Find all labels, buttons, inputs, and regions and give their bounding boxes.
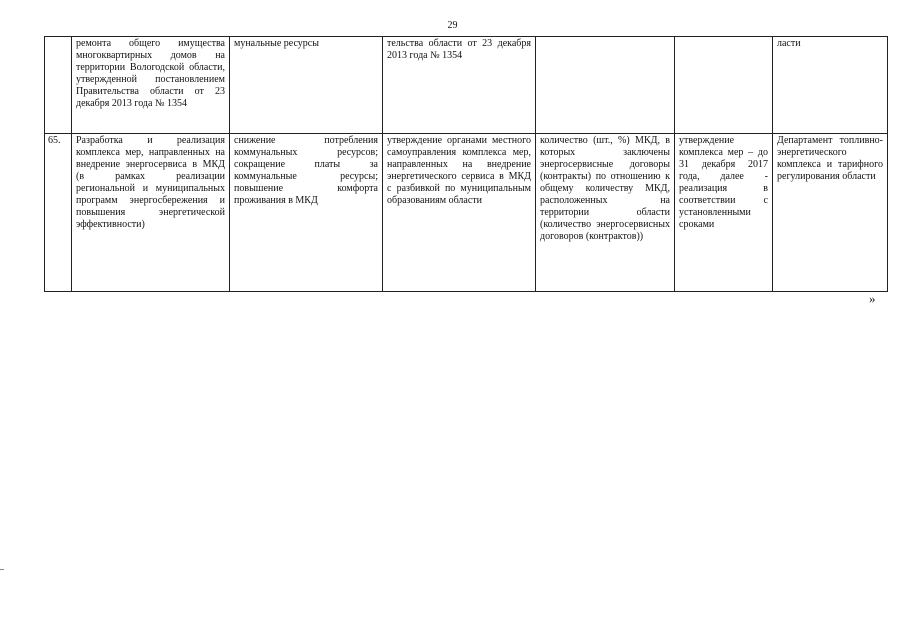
- measure-name-cell: ремонта общего имущества многоквартирных домов на территории Вологодской области, утвержденной постановлением Правительства области от 23 декабря 2013 года № 1354: [72, 37, 230, 134]
- expected-result-cell: снижение потребления коммунальных ресурсов; сокращение платы за коммунальные ресурсы; повышение комфорта проживания в МКД: [230, 134, 383, 292]
- row-number: 65.: [45, 134, 72, 292]
- page-number: 29: [447, 20, 458, 31]
- scan-edge-mark: [0, 569, 4, 570]
- table-row: [45, 134, 888, 292]
- deadline-cell: утверждение комплекса мер – до 31 декабря 2017 года, далее - реализация в соответствии с установленными сроками: [675, 134, 773, 292]
- indicator-cell: тельства области от 23 декабря 2013 года № 1354: [383, 37, 536, 134]
- responsible-cell: Департамент топливно-энергетического комплекса и тарифного регулирования области: [773, 134, 888, 292]
- metric-cell: [536, 37, 675, 134]
- metric-cell: количество (шт., %) МКД, в которых заключены энергосервисные договоры (контракты) по отношению к общему количеству МКД, расположенных на территории области (количество энергосервисных договоров (контрактов)): [536, 134, 675, 292]
- table-row: [45, 37, 888, 134]
- measure-name-cell: Разработка и реализация комплекса мер, направленных на внедрение энергосервиса в МКД (в рамках реализации региональной и муниципальных программ энергосбережения и повышения энергетической эффективности): [72, 134, 230, 292]
- closing-quote-mark: »: [869, 291, 876, 306]
- measures-table: [44, 36, 888, 292]
- deadline-cell: [675, 37, 773, 134]
- expected-result-cell: мунальные ресурсы: [230, 37, 383, 134]
- responsible-cell: ласти: [773, 37, 888, 134]
- row-number: [45, 37, 72, 134]
- indicator-cell: утверждение органами местного самоуправления комплекса мер, направленных на внедрение энергетического сервиса в МКД с разбивкой по муниципальным образованиям области: [383, 134, 536, 292]
